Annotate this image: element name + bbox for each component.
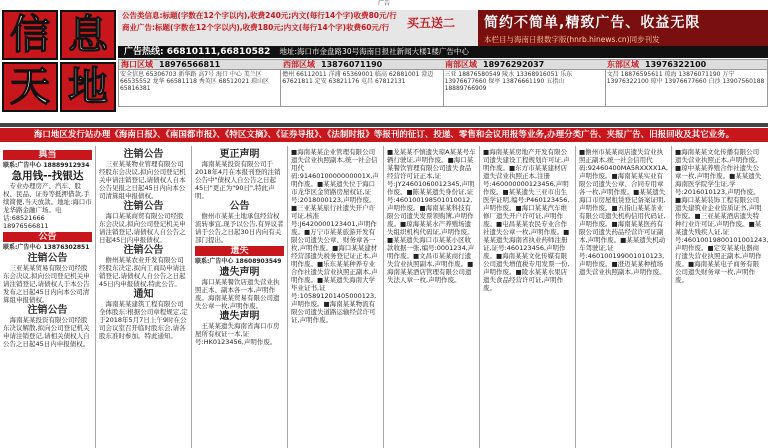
column-1 — [0, 146, 96, 448]
masthead-logo — [2, 10, 116, 110]
notice-title: 注销公告 — [27, 253, 68, 264]
section-pawn: 典当 — [3, 150, 92, 160]
hotline-number: 66810111,66810582 — [166, 47, 271, 57]
column-6: ■海南某某房地产开发有限公司遗失建设工程规划许可证,声明作废。■东方市某某建材店遗失营业执照正本,注册号:460000000123456,声明作废。■某某遗失三亚市出生医学证明,编号:P460123456,声明作废。■海口某某汽车维修厂遗失开户许可证,声明作废。■屯昌某某农民专业合作社遗失公章一枚,声明作废。■某某遗失海南省执业药师注册证,证号:460123456,声明作废。■海南某某文化传媒有限公司遗失增值税专用发票一份,声明作废。■陵水某某水果店遗失食品经营许可证,声明作废。 — [480, 146, 576, 448]
logo-char-4: 地 — [60, 62, 116, 112]
distribution-band: 海口地区发行站办理《海南日报》、《南国都市报》、《特区文摘》、《证券导报》、《法制时报》等报刊的征订、投递、零售和会议用报等业务,办理分类广告、夹报广告、旧报回收及其它业务。 — [0, 128, 768, 142]
section-notice: 公告 — [3, 232, 92, 242]
notice-title: 注销公告 — [123, 149, 164, 160]
slogan-banner — [478, 10, 768, 46]
notice-text: 海南某某投资有限公司于2018年4月在本报刊登的注销公告中"债权人自公告之日起45日"更正为"90日",特此声明。 — [195, 160, 281, 200]
notice-title: 更正声明 — [219, 149, 260, 160]
notice-title: 注销公告 — [27, 305, 68, 316]
slogan-sub: 本栏目与海南日报数字版(hnrb.hinews.cn)同步刊发 — [484, 35, 660, 44]
notice-title: 通知 — [133, 289, 154, 300]
section-lost: 遗失 — [195, 246, 284, 256]
region-south: 南部区域 18976292037 — [443, 60, 605, 69]
column-7: ■儋州市某某商店遗失营业执照正副本,统一社会信用代码:92460400MA5RXXXX1A,声明作废。■海南某某实业有限公司遗失公章、合同专用章各一枚,声明作废。■某某遗失海口市房屋租赁登记备案证明,声明作废。■五指山某某茶业有限公司遗失机构信用代码证,声明作废。■海南某某医药有限公司遗失药品经营许可证副本,声明作废。■某某遗失机动车驾驶证,证号:460100199001010123,声明作废。■澄迈某某种植场遗失营业执照副本,声明作废。 — [576, 146, 672, 448]
contact-line: 联系:广告中心 18889912934 — [3, 162, 90, 169]
logo-char-1: 信 — [2, 10, 58, 60]
notice-text: 海口某某商贸有限公司经股东会决议,拟向公司登记机关申请注销登记,请债权人自公告之日起45日内申报债权。 — [99, 212, 186, 244]
column-4: ■海南某某企业管理有限公司遗失营业执照副本,统一社会信用代码:9146010000000001X,声明作废。■某某遗失位于海口市龙华区金贸路房屋权证,证号:2018000123,声明作废。■三亚某某旅行社遗失开户许可证,核准号:J6420000123401,声明作废。■万宁市某某旅游开发有限公司遗失公章、财务章各一枚,声明作废。■海口某某建材经营部遗失税务登记证正本,声明作废。■乐东某某种养专业合作社遗失营业执照正副本,声明作废。■某某遗失海南大学毕业证书,证号:105891201405000123,声明作废。■海南某某物流有限公司遗失道路运输经营许可证,声明作废。 — [288, 146, 384, 448]
column-5: ■龙某某不慎遗失琼A某某号车辆行驶证,声明作废。■海口某某餐饮管理有限公司遗失食品经营许可证正本,证号:JY24601060012345,声明作废。■陈某某遗失身份证,证号:460100198501010012,声明作废。■海南某某科技有限公司遗失发票领购簿,声明作废。■琼海某某水产养殖场遗失组织机构代码证,声明作废。■某某遗失海口市某某小区收款收据一张,编号:0001234,声明作废。■文昌市某某商行遗失营业执照副本,声明作废。■海南某某酒店管理有限公司遗失法人章一枚,声明作废。 — [384, 146, 480, 448]
rate-line-2: 商业广告:标题(字数在12个字以内),收费180元;内文(每行14个字)收费60元/行 — [122, 23, 390, 32]
ad-text: 专业办理房产、汽车、股权、民品、证券等抵押借款,手续简便,当天放款。地址:海口市龙华路金融广场。电话:68521666 18976566811 — [3, 182, 92, 230]
notice-text: 三亚某某贸易有限公司经股东会决议,拟向公司登记机关申请注销登记,请债权人于本公告发布之日起45日内向本公司清算组申报债权。 — [3, 264, 90, 304]
notice-text: 海口某某餐饮店遗失营业执照正本、副本各一本,声明作废。海南某某贸易有限公司遗失公章一枚,声明作废。 — [195, 278, 280, 310]
region-body-west: 儋州 66112011 洋浦 65369001 临高 62881001 澄迈 67621811 定安 63821176 屯昌 67812131 — [281, 70, 443, 106]
region-body-haikou: 安全信息 65306703 新华路 高7号 海口 中心 美兰区 66535552 龙华 66581118 秀英区 68512021 琼山区 65816381 — [119, 70, 281, 106]
notice-text: 王某某遗失海南省海口市房屋所有权证一本,证号:HK0123456,声明作废。 — [195, 322, 280, 346]
address: 地址:海口市金盘路30号海南日报社新闻大楼1楼广告中心 — [279, 47, 469, 56]
promo-text: 买五送二 — [406, 16, 455, 30]
notice-title: 注销公告 — [123, 201, 164, 212]
region-east: 东部区域 13976322100 — [605, 60, 767, 69]
notice-title: 遗失声明 — [219, 267, 260, 278]
contact-line: 联系:广告中心 18608903549 — [195, 258, 282, 265]
logo-char-2: 息 — [60, 10, 116, 60]
region-body-south: 三亚 18876580549 陵水 13368916051 乐东 13976677660 保亭 13876661190 五指山 18889766909 — [444, 70, 606, 106]
notice-text: 儋州某某农业开发有限公司经股东决定,拟向工商局申请注销登记,请债权人自公告之日起45日内申报债权,特此公告。 — [99, 256, 186, 288]
column-3 — [192, 146, 288, 448]
notice-title: 遗失声明 — [219, 311, 260, 322]
divider-bar — [0, 123, 768, 127]
column-2 — [96, 146, 192, 448]
hotline-bar — [118, 46, 768, 58]
notice-text: 三亚某某物业管理有限公司经股东会决议,拟向公司登记机关申请注销登记,请债权人自本公告见报之日起45日内向本公司清算组申报债权。 — [99, 160, 186, 200]
slogan-main: 简约不简单,精致广告、收益无限 — [484, 15, 701, 31]
notice-title: 注销公告 — [123, 245, 164, 256]
classifieds-columns — [0, 146, 768, 448]
region-body-east: 文昌 18876595611 琼海 13876071190 万宁 13976322100 琼中 13976677660 白沙 13907560188 — [606, 71, 765, 85]
contact-line: 联系:广告中心 13876302851 — [3, 244, 90, 251]
notice-text: 海南某某投资有限公司经股东决议解散,拟向公司登记机关申请注销登记,请相关债权人自公告之日起45日内申报债权。 — [3, 316, 90, 348]
column-8: ■海南某某文化传播有限公司遗失营业执照正本,声明作废。■琼中某某养殖合作社遗失公章一枚,声明作废。■某某遗失海南医学院学生证,学号:2016010123,声明作废。■海口某某装饰工程有限公司遗失建筑业企业资质证书,声明作废。■三亚某某酒店遗失特种行业许可证,声明作废。■某某遗失残疾人证,证号:46010019800101001243,声明作废。■定安某某电器商行遗失营业执照正副本,声明作废。■海南某某电子商务有限公司遗失财务章一枚,声明作废。 — [675, 148, 768, 284]
ad-title: 急用钱--找银达 — [11, 170, 84, 182]
region-west: 西部区域 13876071190 — [281, 60, 443, 69]
rate-line-1: 公告类信息:标题(字数在12个字以内),收费240元;内文(每行14个字)收费80元/行 — [122, 11, 397, 20]
notice-text: 儋州市某某土地承包经营权流转事宜,现予以公告,有异议者请于公告之日起30日内向有关部门提出。 — [195, 212, 284, 244]
logo-char-3: 天 — [2, 62, 58, 112]
region-haikou: 海口区域 18976566811 — [119, 60, 281, 69]
hotline-label: 广告热线: — [124, 47, 164, 57]
notice-title: 公告 — [229, 201, 250, 212]
notice-text: 海南某某建筑工程有限公司全体股东:根据公司章程规定,定于2018年5月7日上午9时在公司会议室召开临时股东会,请各股东准时参加。特此通知。 — [99, 300, 188, 340]
region-contacts — [118, 59, 768, 107]
section-tag: 广告 — [377, 0, 390, 7]
